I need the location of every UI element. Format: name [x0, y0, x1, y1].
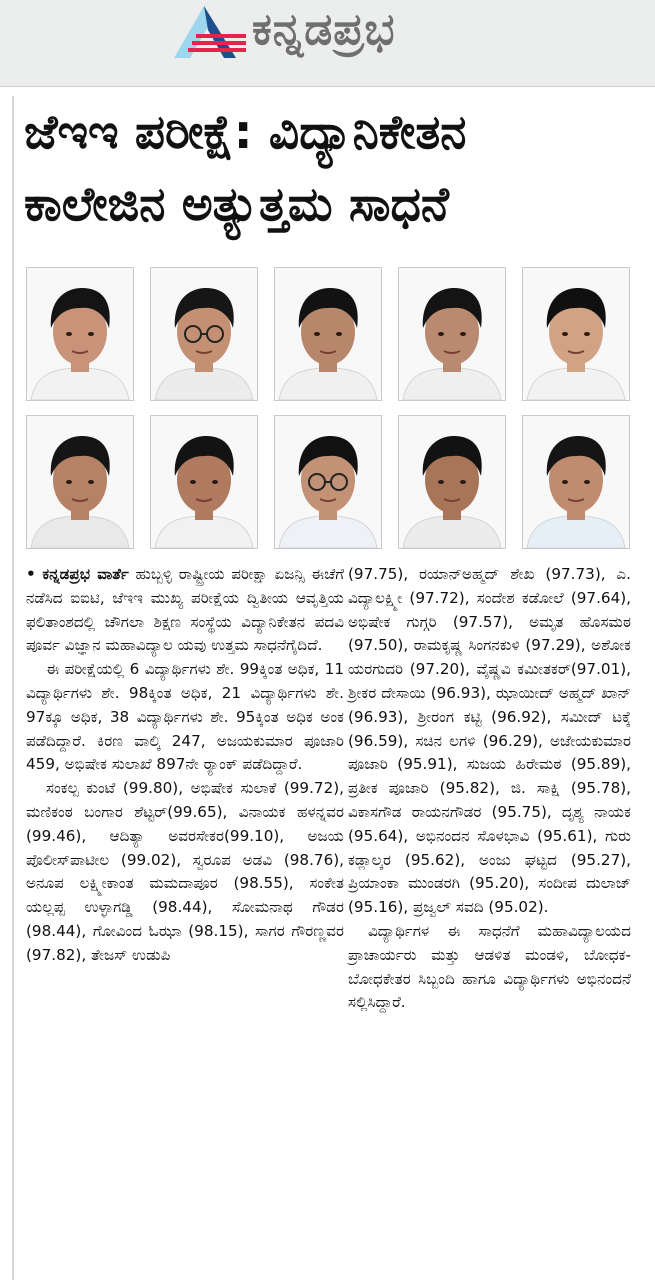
student-photo-1: [26, 267, 134, 401]
article-column-2: [348, 563, 631, 1015]
headline-line-1: ಜೆಇಇ ಪರೀಕ್ಷೆ: ವಿದ್ಯಾನಿಕೇತನ: [24, 105, 467, 160]
byline: ಕನ್ನಡಪ್ರಭ ವಾರ್ತೆ: [42, 565, 129, 583]
paragraph-1: ರಾಷ್ಟ್ರೀಯ ಪರೀಕ್ಷಾ ಏಜನ್ಸಿ ಈಚೆಗೆ ನಡೆಸಿದ ಐಐಟಿ, ಜೆಇಇ ಮುಖ್ಯ ಪರೀಕ್ಷೆಯ ದ್ವಿತೀಯ ಆವೃತ್ತಿಯ ಫಲಿತಾಂಶದಲ್ಲಿ ಚೌಗಲಾ ಶಿಕ್ಷಣ ಸಂಸ್ಥೆಯ ವಿದ್ಯಾನಿಕೇತನ ಪದವಿ ಪೂರ್ವ ವಿಜ್ಞಾನ ಮಹಾವಿದ್ಯಾಲ ಯವು ಉತ್ತಮ ಸಾಧನೆಗೈದಿದೆ.: [26, 565, 345, 655]
kannada-prabha-logo-icon: [170, 0, 250, 62]
paragraph-3: ಸಂಕಲ್ಪ ಕುಂಟೆ (99.80), ಅಭಿಷೇಕ ಸುಲಾಕೆ (99.72), ಮಣಿಕಂಠ ಬಂಗಾರ ಶೆಟ್ಟರ್(99.65), ವಿನಾಯಕ ಹಳನ್ನವರ (99.46), ಆದಿತ್ಯಾ ಅವರಸೇಕರ(99.10), ಅಜಯ ಪೊಲೀಸ್‌ಪಾಟೀಲ (99.02), ಸ್ವರೂಪ ಅಡವಿ (98.76), ಅನೂಪ ಲಕ್ಷ್ಮೀಕಾಂತ ಮಮದಾಪೂರ (98.55), ಸಂಕೇತ ಯಲ್ಲಪ್ಪ ಉಳ್ಳಾಗಡ್ಡಿ (98.44), ಸೋಮನಾಥ ಗೌಡರ (98.44), ಗೋವಿಂದ ಓಝಾ (98.15), ಸಾಗರ ಗೌರಣ್ಣವರ (97.82), ತೇಜಸ್ ಉಡುಪಿ: [26, 779, 344, 964]
paragraph-2: ಈ ಪರೀಕ್ಷೆಯಲ್ಲಿ 6 ವಿದ್ಯಾರ್ಥಿಗಳು ಶೇ. 99ಕ್ಕಿಂತ ಅಧಿಕ, 11 ವಿದ್ಯಾರ್ಥಿಗಳು ಶೇ. 98ಕ್ಕಿಂತ ಅಧಿಕ, 21 ವಿದ್ಯಾರ್ಥಿಗಳು ಶೇ. 97ಕ್ಕೂ ಅಧಿಕ, 38 ವಿದ್ಯಾರ್ಥಿಗಳು ಶೇ. 95ಕ್ಕಿಂತ ಅಧಿಕ ಅಂಕ ಪಡೆದಿದ್ದಾರೆ. ಕಿರಣ ವಾಲ್ಕಿ 247, ಅಜಯಕುಮಾರ ಪೂಜಾರಿ 459, ಅಭಿಷೇಕ ಸುಲಾಖೆ 897ನೇ ರ‍್ಯಾಂಕ್ ಪಡೆದಿದ್ದಾರೆ.: [26, 660, 344, 774]
dateline: ಹುಬ್ಬಳ್ಳಿ: [128, 565, 173, 583]
headline-line-2: ಕಾಲೇಜಿನ ಅತ್ಯುತ್ತಮ ಸಾಧನೆ: [24, 177, 449, 232]
article-lead: [26, 563, 344, 658]
portrait-icon: [275, 268, 381, 400]
brand-name: ಕನ್ನಡಪ್ರಭ: [252, 4, 396, 55]
article-column-1: [26, 563, 344, 968]
student-photo-8: [274, 415, 382, 549]
portrait-icon: [399, 268, 505, 400]
portrait-icon: [523, 268, 629, 400]
student-photo-10: [522, 415, 630, 549]
paragraph-5: ವಿದ್ಯಾರ್ಥಿಗಳ ಈ ಸಾಧನೆಗೆ ಮಹಾವಿದ್ಯಾಲಯದ ಪ್ರಾಚಾರ್ಯರು ಮತ್ತು ಆಡಳಿತ ಮಂಡಳಿ, ಬೋಧಕ- ಬೋಧಕೇತರ ಸಿಬ್ಬಂದಿ ಹಾಗೂ ವಿದ್ಯಾರ್ಥಿಗಳು ಅಭಿನಂದನೆ ಸಲ್ಲಿಸಿದ್ದಾರೆ.: [348, 921, 631, 1012]
portrait-icon: [27, 268, 133, 400]
portrait-icon: [27, 416, 133, 548]
column-rule: [12, 96, 14, 1280]
portrait-icon: [523, 416, 629, 548]
student-photo-2: [150, 267, 258, 401]
portrait-icon: [275, 416, 381, 548]
student-photo-6: [26, 415, 134, 549]
byline-bullet: •: [26, 565, 36, 583]
headline: [24, 104, 644, 234]
paragraph-4: (97.75), ರಯಾನ್‌ಅಹ್ಮದ್ ಶೇಖ (97.73), ಎ. ವಿದ್ಯಾಲಕ್ಷ್ಮೀ (97.72), ಸಂದೇಶ ಕಡೋಲೆ (97.64), ಅಭಿಷೇಕ ಗುಗ್ಗರಿ (97.57), ಅಮೃತ ಹೊಸಮಠ (97.50), ರಾಮಕೃಷ್ಣ ಸಿಂಗನಕುಳಿ (97.29), ಅಶೋಕ ಯರಗುದರಿ (97.20), ವೈಷ್ಣವಿ ಕಮೀತಕರ್(97.01), ಶ್ರೀಕರ ದೇಸಾಯಿ (96.93), ಝಾಯೀದ್ ಅಹ್ಮದ್ ಖಾನ್ (96.93), ಶ್ರೀರಂಗ ಕಟ್ಟಿ (96.92), ಸಮೀದ್ ಟಕ್ಕೆ (96.59), ಸಚಿನ ಲಗಳಿ (96.29), ಅಜೇಯಕುಮಾರ ಪೂಜಾರಿ (95.91), ಸುಜಯ ಹಿರೇಮಠ (95.89), ಪ್ರತೀಕ ಪೂಜಾರಿ (95.82), ಜಿ. ಸಾಕ್ಷಿ (95.78), ವಿಕಾಸಗೌಡ ರಾಯನಗೌಡರ (95.75), ದೃಶ್ಯ ನಾಯಕ (95.64), ಅಭಿನಂದನ ಸೊಳಭಾವಿ (95.61), ಗುರು ಕಡ್ಲಾಲ್ಕರ (95.62), ಅಂಜು ಘಟ್ಟದ (95.27), ಪ್ರಿಯಾಂಕಾ ಮುಂಡರಗಿ (95.20), ಸಂದೀಪ ದುಲಾಜ್ (95.16), ಪ್ರಜ್ವಲ್ ಸವದಿ (95.02).: [348, 565, 631, 917]
student-photo-4: [398, 267, 506, 401]
portrait-icon: [399, 416, 505, 548]
student-photo-grid: [26, 267, 631, 551]
student-photo-9: [398, 415, 506, 549]
student-photo-7: [150, 415, 258, 549]
masthead: [0, 0, 655, 87]
portrait-icon: [151, 416, 257, 548]
student-photo-3: [274, 267, 382, 401]
portrait-icon: [151, 268, 257, 400]
student-photo-5: [522, 267, 630, 401]
